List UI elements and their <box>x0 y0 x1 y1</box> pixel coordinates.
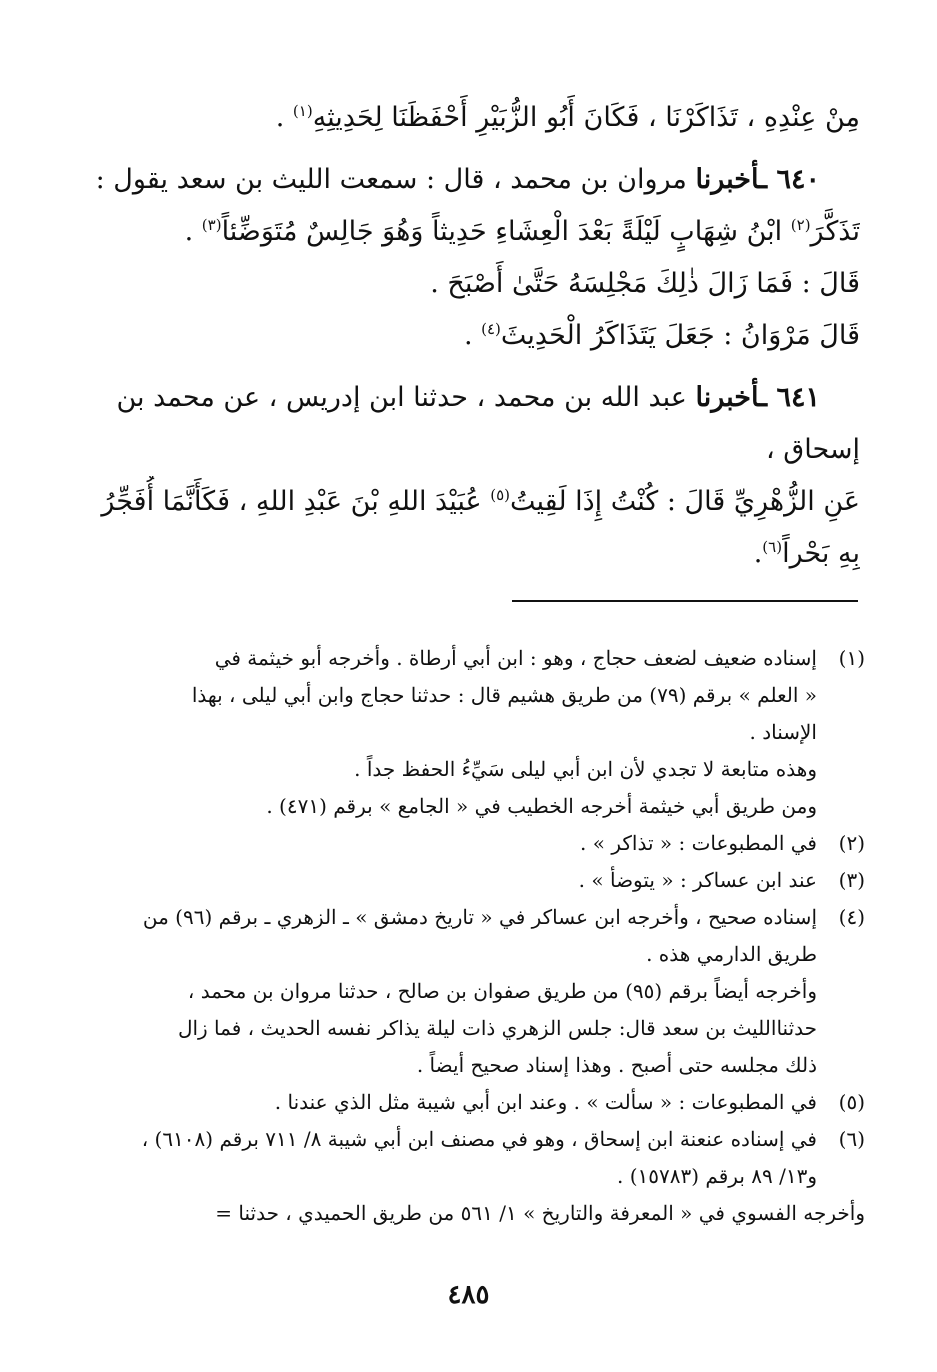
text-line <box>80 310 860 362</box>
text: إسحاق ، <box>765 434 860 465</box>
footnote-ref[interactable]: (٦) <box>762 538 783 556</box>
text-line <box>80 424 860 476</box>
footnote-number: (٥) <box>838 1090 865 1114</box>
text: . <box>753 538 763 569</box>
hadith-keyword: أخبرنا <box>695 382 760 413</box>
text-line <box>80 476 860 528</box>
hadith-640-heading <box>80 154 860 206</box>
text: قَالَ : فَمَا زَالَ ذٰلِكَ مَجْلِسَهُ حَتَّىٰ أَصْبَحَ . <box>430 268 860 299</box>
footnote-2 <box>80 825 865 862</box>
hadith-641-heading <box>80 372 860 424</box>
text: ابْنُ شِهَابٍ لَيْلَةً بَعْدَ الْعِشَاءِ حَدِيثاً وَهُوَ جَالِسٌ مُتَوَضِّئاً <box>221 216 791 247</box>
footnote-line: إسناده صحيح ، وأخرجه ابن عساكر في « تاريخ دمشق » ـ الزهري ـ برقم (٩٦) من <box>142 905 817 929</box>
text-line <box>80 206 860 258</box>
text: . <box>275 102 293 133</box>
text: قَالَ مَرْوَانُ : جَعَلَ يَتَذَاكَرُ الْحَدِيثَ <box>500 320 860 351</box>
text: عبد الله بن محمد ، حدثنا ابن إدريس ، عن محمد بن <box>116 382 696 413</box>
footnote-line: في المطبوعات : « سألت » . وعند ابن أبي شيبة مثل الذي عندنا . <box>274 1090 817 1114</box>
footnote-number: (١) <box>838 646 865 670</box>
footnotes <box>80 640 865 1232</box>
footnote-line: طريق الدارمي هذه . <box>646 942 817 966</box>
text-line <box>80 258 860 310</box>
footnote-line: « العلم » برقم (٧٩) من طريق هشيم قال : حدثنا حجاج وابن أبي ليلى ، بهذا <box>191 683 817 707</box>
footnote-number: (٢) <box>838 831 865 855</box>
footnote-line: وأخرجه أيضاً برقم (٩٥) من طريق صفوان بن صالح ، حدثنا مروان بن محمد ، <box>187 979 817 1003</box>
footnote-line: عند ابن عساكر : « يتوضأ » . <box>578 868 817 892</box>
text-line <box>80 92 860 144</box>
text: . <box>184 216 202 247</box>
footnote-ref[interactable]: (٤) <box>481 320 501 338</box>
text: مروان بن محمد ، قال : سمعت الليث بن سعد يقول : <box>95 164 696 195</box>
main-text <box>80 92 860 580</box>
text: تَذَكَّرَ <box>810 216 860 247</box>
footnote-number: (٤) <box>838 905 865 929</box>
text: عُبَيْدَ اللهِ بْنَ عَبْدِ اللهِ ، فَكَأَنَّمَا أُفَجِّرُ <box>101 486 491 517</box>
text: بِهِ بَحْراً <box>782 538 860 569</box>
footnote-line: في إسناده عنعنة ابن إسحاق ، وهو في مصنف ابن أبي شيبة ٨/ ٧١١ برقم (٦١٠٨) ، <box>141 1127 817 1151</box>
text: مِنْ عِنْدِهِ ، تَذَاكَرْنَا ، فَكَانَ أَبُو الزُّبَيْرِ أَحْفَظَنَا لِحَدِيثِهِ <box>312 102 860 133</box>
text: . <box>463 320 482 351</box>
footnote-line: ذلك مجلسه حتى أصبح . وهذا إسناد صحيح أيضاً . <box>416 1053 817 1077</box>
footnote-line: في المطبوعات : « تذاكر » . <box>580 831 817 855</box>
footnote-5 <box>80 1084 865 1121</box>
footnote-ref[interactable]: (٣) <box>201 216 222 234</box>
hadith-keyword: أخبرنا <box>695 164 760 195</box>
footnote-line: حدثناالليث بن سعد قال: جلس الزهري ذات ليلة يذاكر نفسه الحديث ، فما زال <box>177 1016 817 1040</box>
footnote-line: وهذه متابعة لا تجدي لأن ابن أبي ليلى سَيِّءُ الحفظ جداً . <box>354 757 817 781</box>
footnote-1 <box>80 640 865 825</box>
hadith-number: ٦٤١ ـ <box>759 382 820 413</box>
footnote-ref[interactable]: (٥) <box>490 486 510 504</box>
footnote-4 <box>80 899 865 1084</box>
footnote-ref[interactable]: (١) <box>292 102 313 120</box>
text-line <box>80 528 860 580</box>
footnote-number: (٦) <box>838 1127 865 1151</box>
footnote-ref[interactable]: (٢) <box>790 216 811 234</box>
footnote-line: و١٣/ ٨٩ برقم (١٥٧٨٣) . <box>617 1164 817 1188</box>
footnote-number: (٣) <box>838 868 865 892</box>
hadith-number: ٦٤٠ ـ <box>759 164 820 195</box>
footnote-6 <box>80 1121 865 1195</box>
text: عَنِ الزُّهْرِيِّ قَالَ : كُنْتُ إِذَا لَقِيتُ <box>510 486 860 517</box>
footnote-line: الإسناد . <box>749 720 817 744</box>
footnote-line: ومن طريق أبي خيثمة أخرجه الخطيب في « الجامع » برقم (٤٧١) . <box>266 794 817 818</box>
footnote-3 <box>80 862 865 899</box>
footnote-divider <box>512 600 858 602</box>
footnote-line: إسناده ضعيف لضعف حجاج ، وهو : ابن أبي أرطاة . وأخرجه أبو خيثمة في <box>214 646 817 670</box>
page-number: ٤٨٥ <box>447 1280 490 1310</box>
footnote-line: وأخرجه الفسوي في « المعرفة والتاريخ » ١/ ٥٦١ من طريق الحميدي ، حدثنا = <box>215 1201 865 1225</box>
